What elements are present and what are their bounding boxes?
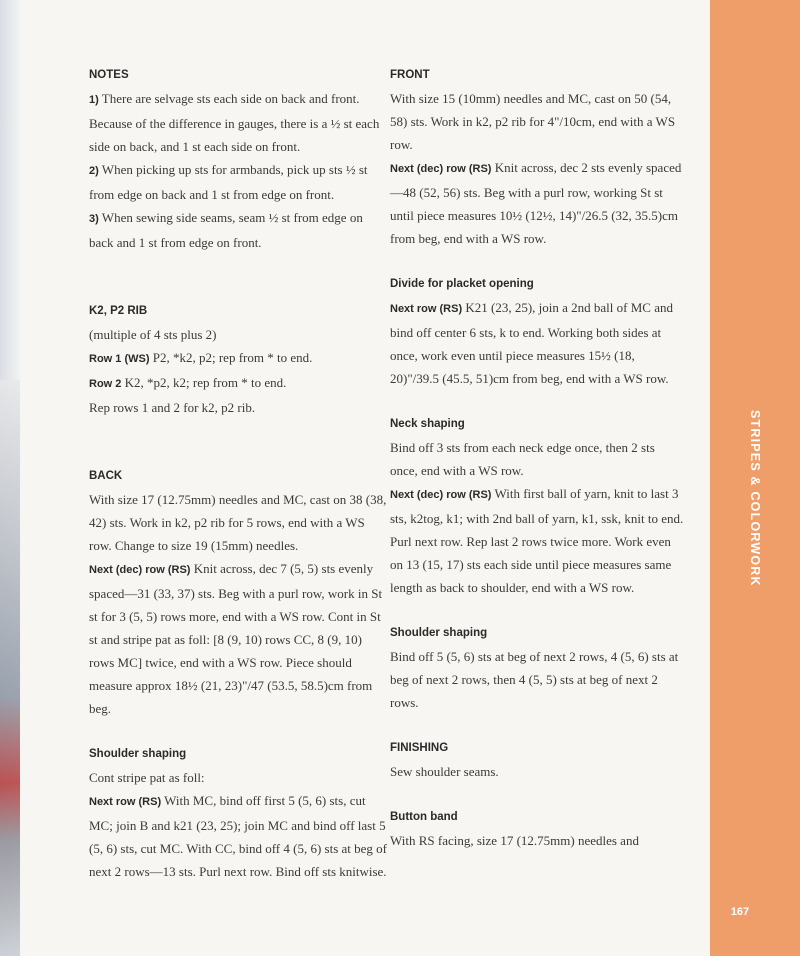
button-band-text: With RS facing, size 17 (12.75mm) needles and <box>390 833 639 848</box>
rib-row-1 <box>89 346 389 371</box>
note-text: There are selvage sts each side on back and front. Because of the difference in gauges, there is a ½ st each side on back, and 1 st each side on front. <box>89 91 380 154</box>
shoulder-text: Bind off 5 (5, 6) sts at beg of next 2 rows, 4 (5, 6) sts at beg of next 2 rows, then 4 (5, 5) sts at beg of next 2 rows. <box>390 649 679 710</box>
row-label: Next row (RS) <box>89 796 162 808</box>
button-band-heading: Button band <box>390 811 458 823</box>
facing-page-photo-edge <box>0 380 20 956</box>
shoulder-next-row <box>89 789 389 883</box>
row-label: Row 2 <box>89 378 122 390</box>
chapter-tab-label: STRIPES & COLORWORK <box>748 410 762 587</box>
placket-next-row <box>390 296 685 390</box>
row-text: With MC, bind off first 5 (5, 6) sts, cut MC; join B and k21 (23, 25); join MC and bind off last 5 (5, 6) sts, cut MC. With CC, bind off 4 (5, 6) sts at beg of next 2 rows—13 sts. Purl next row. Bind off sts knitwise. <box>89 793 387 879</box>
front-shoulder-section <box>390 622 685 714</box>
rib-multiple: (multiple of 4 sts plus 2) <box>89 327 217 342</box>
placket-section <box>390 273 685 390</box>
button-band-section <box>390 806 685 852</box>
back-shoulder-section <box>89 743 389 883</box>
neck-intro: Bind off 3 sts from each neck edge once, then 2 sts once, end with a WS row. <box>390 440 655 478</box>
neck-section <box>390 413 685 599</box>
left-column <box>89 64 389 883</box>
row-label: Row 1 (WS) <box>89 353 150 365</box>
note-text: When sewing side seams, seam ½ st from edge on back and 1 st from edge on front. <box>89 210 363 250</box>
right-column <box>390 64 685 852</box>
rib-section <box>89 300 389 419</box>
front-section <box>390 64 685 250</box>
row-text: Knit across, dec 2 sts evenly spaced—48 (52, 56) sts. Beg with a purl row, working St st until piece measures 10½ (12½, 14)"/26.5 (32, 35.5)cm from beg, end with a WS row. <box>390 160 682 246</box>
row-text: K21 (23, 25), join a 2nd ball of MC and bind off center 6 sts, k to end. Working both sides at once, work even until piece measures 15½ (18, 20)"/39.5 (45.5, 51)cm from beg, end with a WS row. <box>390 300 673 386</box>
row-text: Knit across, dec 7 (5, 5) sts evenly spaced—31 (33, 37) sts. Beg with a purl row, work in St st for 3 (5, 5) rows more, end with a WS row. Cont in St st and stripe pat as foll: [8 (9, 10) rows CC, 8 (9, 10) rows MC] twice, end with a WS row. Piece should measure approx 18½ (21, 23)"/47 (53.5, 58.5)cm from beg. <box>89 561 383 716</box>
placket-heading: Divide for placket opening <box>390 278 534 290</box>
finishing-text: Sew shoulder seams. <box>390 764 499 779</box>
note-text: When picking up sts for armbands, pick up sts ½ st from edge on back and 1 st from edge on front. <box>89 162 368 202</box>
row-label: Next (dec) row (RS) <box>390 163 492 175</box>
row-label: Next (dec) row (RS) <box>390 489 492 501</box>
note-number: 3) <box>89 213 99 225</box>
shoulder-intro: Cont stripe pat as foll: <box>89 770 205 785</box>
front-heading: FRONT <box>390 69 430 81</box>
back-dec-row <box>89 557 389 720</box>
shoulder-heading: Shoulder shaping <box>390 627 488 639</box>
neck-heading: Neck shaping <box>390 418 465 430</box>
finishing-section <box>390 737 685 783</box>
page-number: 167 <box>730 906 750 918</box>
back-section <box>89 465 389 720</box>
back-heading: BACK <box>89 470 123 482</box>
shoulder-heading: Shoulder shaping <box>89 748 187 760</box>
note-item <box>89 158 389 206</box>
back-intro: With size 17 (12.75mm) needles and MC, cast on 38 (38, 42) sts. Work in k2, p2 rib for 5 rows, end with a WS row. Change to size 19 (15mm) needles. <box>89 492 387 553</box>
neck-dec-row <box>390 482 685 599</box>
notes-section <box>89 64 389 254</box>
note-number: 1) <box>89 94 99 106</box>
front-dec-row <box>390 156 685 250</box>
rib-repeat: Rep rows 1 and 2 for k2, p2 rib. <box>89 400 256 415</box>
note-item <box>89 87 389 158</box>
notes-heading: NOTES <box>89 69 129 81</box>
note-item <box>89 206 389 254</box>
row-label: Next row (RS) <box>390 303 463 315</box>
row-text: K2, *p2, k2; rep from * to end. <box>121 375 287 390</box>
row-text: With first ball of yarn, knit to last 3 sts, k2tog, k1; with 2nd ball of yarn, k1, ssk, knit to end. Purl next row. Rep last 2 rows twice more. Work even on 13 (15, 17) sts each side until piece measures same length as back to shoulder, end with a WS row. <box>390 486 684 595</box>
front-intro: With size 15 (10mm) needles and MC, cast on 50 (54, 58) sts. Work in k2, p2 rib for 4"/10cm, end with a WS row. <box>390 91 676 152</box>
note-number: 2) <box>89 165 99 177</box>
rib-row-2 <box>89 371 389 396</box>
rib-heading: K2, P2 RIB <box>89 305 148 317</box>
row-label: Next (dec) row (RS) <box>89 564 191 576</box>
finishing-heading: FINISHING <box>390 742 449 754</box>
row-text: P2, *k2, p2; rep from * to end. <box>149 350 313 365</box>
